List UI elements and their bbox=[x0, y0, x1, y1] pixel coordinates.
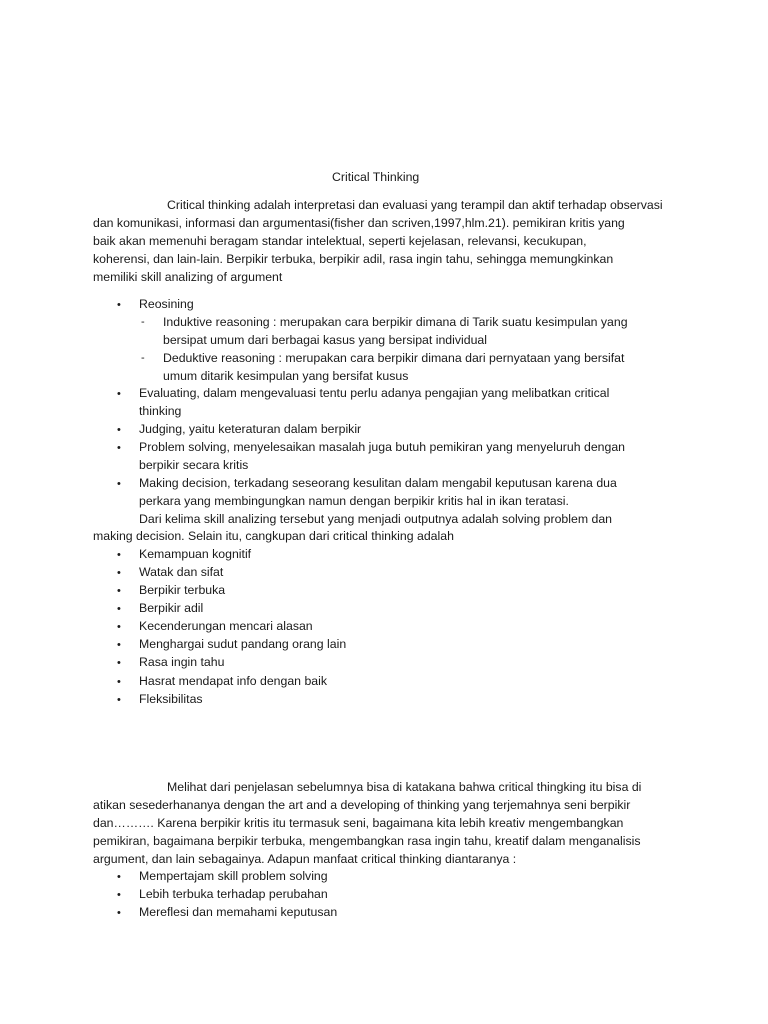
list-item-text: perkara yang membingungkan namun dengan berpikir kritis hal in ikan teratasi. bbox=[139, 494, 569, 508]
bullet-icon: • bbox=[117, 889, 121, 901]
dash-icon: - bbox=[141, 316, 145, 328]
list-item-text: Watak dan sifat bbox=[139, 565, 224, 579]
paragraph-line: Critical thinking adalah interpretasi dan evaluasi yang terampil dan aktif terhadap observasi bbox=[167, 198, 663, 212]
bullet-icon: • bbox=[117, 907, 121, 919]
paragraph-line: memiliki skill analizing of argument bbox=[93, 270, 283, 284]
dash-icon: - bbox=[141, 352, 145, 364]
paragraph-line: making decision. Selain itu, cangkupan dari critical thinking adalah bbox=[93, 529, 454, 543]
list-item-text: Rasa ingin tahu bbox=[139, 655, 225, 669]
paragraph-line: argument, dan lain sebagainya. Adapun manfaat critical thinking diantaranya : bbox=[93, 852, 517, 866]
list-item-text: Problem solving, menyelesaikan masalah juga butuh pemikiran yang menyeluruh dengan bbox=[139, 440, 626, 454]
list-item-text: berpikir secara kritis bbox=[139, 458, 249, 472]
bullet-icon: • bbox=[117, 676, 121, 688]
bullet-icon: • bbox=[117, 621, 121, 633]
list-item-text: Induktive reasoning : merupakan cara berpikir dimana di Tarik suatu kesimpulan yang bbox=[163, 315, 628, 329]
bullet-icon: • bbox=[117, 478, 121, 490]
bullet-icon: • bbox=[117, 585, 121, 597]
list-item-text: Berpikir terbuka bbox=[139, 583, 226, 597]
list-item-text: umum ditarik kesimpulan yang bersifat kusus bbox=[163, 369, 409, 383]
bullet-icon: • bbox=[117, 549, 121, 561]
list-item-text: Judging, yaitu keteraturan dalam berpikir bbox=[139, 422, 362, 436]
list-item-text: Hasrat mendapat info dengan baik bbox=[139, 674, 327, 688]
bullet-icon: • bbox=[117, 871, 121, 883]
bullet-icon: • bbox=[117, 388, 121, 400]
list-item-text: Reosining bbox=[139, 297, 194, 311]
list-item-text: Making decision, terkadang seseorang kesulitan dalam mengabil keputusan karena dua bbox=[139, 476, 617, 490]
list-item-text: thinking bbox=[139, 404, 182, 418]
list-item-text: Lebih terbuka terhadap perubahan bbox=[139, 887, 328, 901]
bullet-icon: • bbox=[117, 639, 121, 651]
paragraph-line: Dari kelima skill analizing tersebut yang menjadi outputnya adalah solving problem dan bbox=[139, 512, 613, 526]
list-item-text: Mereflesi dan memahami keputusan bbox=[139, 905, 338, 919]
bullet-icon: • bbox=[117, 567, 121, 579]
bullet-icon: • bbox=[117, 603, 121, 615]
paragraph-line: baik akan memenuhi beragam standar intelektual, seperti kejelasan, relevansi, kecukupan, bbox=[93, 234, 587, 248]
bullet-icon: • bbox=[117, 442, 121, 454]
list-item-text: Evaluating, dalam mengevaluasi tentu perlu adanya pengajian yang melibatkan critical bbox=[139, 386, 610, 400]
bullet-icon: • bbox=[117, 657, 121, 669]
list-item-text: bersipat umum dari berbagai kasus yang bersipat individual bbox=[163, 333, 488, 347]
list-item-text: Mempertajam skill problem solving bbox=[139, 869, 328, 883]
paragraph-line: dan komunikasi, informasi dan argumentasi(fisher dan scriven,1997,hlm.21). pemikiran kritis yang bbox=[93, 216, 625, 230]
paragraph-line: Melihat dari penjelasan sebelumnya bisa di katakana bahwa critical thingking itu bisa di bbox=[167, 780, 642, 794]
list-item-text: Kecenderungan mencari alasan bbox=[139, 619, 313, 633]
bullet-icon: • bbox=[117, 299, 121, 311]
bullet-icon: • bbox=[117, 424, 121, 436]
list-item-text: Kemampuan kognitif bbox=[139, 547, 252, 561]
list-item-text: Deduktive reasoning : merupakan cara berpikir dimana dari pernyataan yang bersifat bbox=[163, 351, 625, 365]
paragraph-line: dan………. Karena berpikir kritis itu termasuk seni, bagaimana kita lebih kreativ mengembangkan bbox=[93, 816, 624, 830]
list-item-text: Fleksibilitas bbox=[139, 692, 203, 706]
paragraph-line: pemikiran, bagaimana berpikir terbuka, mengembangkan rasa ingin tahu, kreatif dalam menganalisis bbox=[93, 834, 641, 848]
paragraph-line: koherensi, dan lain-lain. Berpikir terbuka, berpikir adil, rasa ingin tahu, sehingga memungkinkan bbox=[93, 252, 614, 266]
list-item-text: Berpikir adil bbox=[139, 601, 204, 615]
page-title: Critical Thinking bbox=[332, 170, 420, 184]
bullet-icon: • bbox=[117, 694, 121, 706]
list-item-text: Menghargai sudut pandang orang lain bbox=[139, 637, 347, 651]
paragraph-line: atikan sesederhananya dengan the art and a developing of thinking yang terjemahnya seni berpikir bbox=[93, 798, 631, 812]
